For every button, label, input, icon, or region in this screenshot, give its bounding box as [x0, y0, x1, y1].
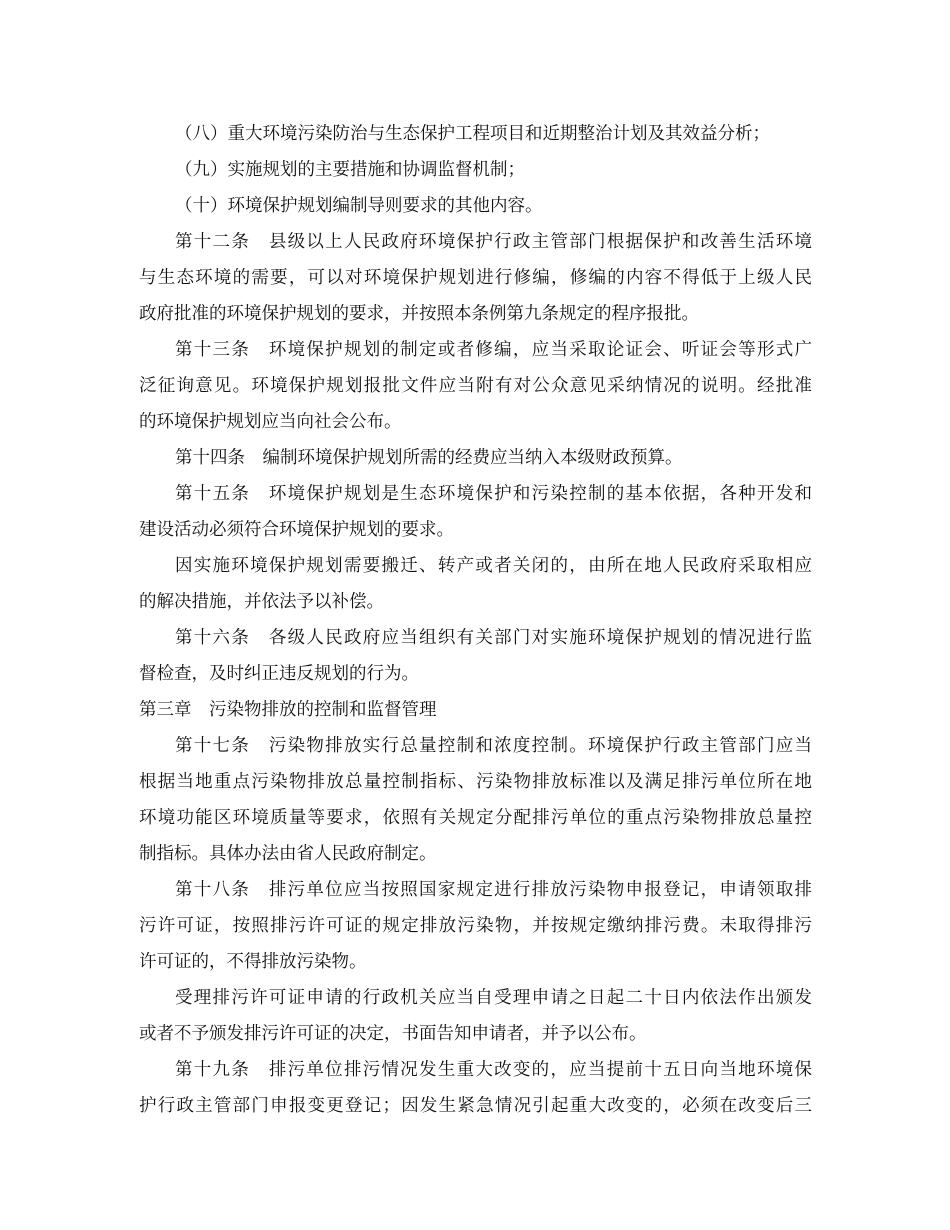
- text-line: （十）环境保护规划编制导则要求的其他内容。: [175, 196, 543, 216]
- text-line: 受理排污许可证申请的行政机关应当自受理申请之日起二十日内依法作出颁发: [175, 988, 812, 1008]
- text-line: 第十六条 各级人民政府应当组织有关部门对实施环境保护规划的情况进行监: [175, 628, 812, 648]
- text-line: 与生态环境的需要，可以对环境保护规划进行修编，修编的内容不得低于上级人民: [139, 268, 812, 288]
- text-line: 督检查，及时纠正违反规划的行为。: [139, 664, 419, 684]
- text-line: 第三章 污染物排放的控制和监督管理: [139, 700, 437, 720]
- text-line: 污许可证，按照排污许可证的规定排放污染物，并按规定缴纳排污费。未取得排污: [139, 916, 812, 936]
- text-line: 许可证的，不得排放污染物。: [139, 952, 367, 972]
- text-line: （九）实施规划的主要措施和协调监督机制；: [175, 160, 525, 180]
- text-line: 因实施环境保护规划需要搬迁、转产或者关闭的，由所在地人民政府采取相应: [175, 556, 812, 576]
- text-line: 第十八条 排污单位应当按照国家规定进行排放污染物申报登记，申请领取排: [175, 880, 812, 900]
- text-line: 护行政主管部门申报变更登记；因发生紧急情况引起重大改变的，必须在改变后三: [139, 1096, 812, 1116]
- text-line: （八）重大环境污染防治与生态保护工程项目和近期整治计划及其效益分析；: [175, 124, 770, 144]
- text-line: 的环境保护规划应当向社会公布。: [139, 412, 402, 432]
- text-line: 第十四条 编制环境保护规划所需的经费应当纳入本级财政预算。: [175, 448, 683, 468]
- text-line: 的解决措施，并依法予以补偿。: [139, 592, 384, 612]
- text-line: 政府批准的环境保护规划的要求，并按照本条例第九条规定的程序报批。: [139, 304, 699, 324]
- text-line: 第十五条 环境保护规划是生态环境保护和污染控制的基本依据，各种开发和: [175, 484, 812, 504]
- text-line: 根据当地重点污染物排放总量控制指标、污染物排放标准以及满足排污单位所在地: [139, 772, 812, 792]
- text-line: 泛征询意见。环境保护规划报批文件应当附有对公众意见采纳情况的说明。经批准: [139, 376, 812, 396]
- text-line: 第十二条 县级以上人民政府环境保护行政主管部门根据保护和改善生活环境: [175, 232, 812, 252]
- text-line: 第十三条 环境保护规划的制定或者修编，应当采取论证会、听证会等形式广: [175, 340, 812, 360]
- text-line: 第十七条 污染物排放实行总量控制和浓度控制。环境保护行政主管部门应当: [175, 736, 812, 756]
- text-line: 环境功能区环境质量等要求，依照有关规定分配排污单位的重点污染物排放总量控: [139, 808, 812, 828]
- text-line: 第十九条 排污单位排污情况发生重大改变的，应当提前十五日向当地环境保: [175, 1060, 812, 1080]
- text-line: 或者不予颁发排污许可证的决定，书面告知申请者，并予以公布。: [139, 1024, 647, 1044]
- document-body: [139, 116, 812, 1124]
- text-line: 制指标。具体办法由省人民政府制定。: [139, 844, 437, 864]
- text-line: 建设活动必须符合环境保护规划的要求。: [139, 520, 454, 540]
